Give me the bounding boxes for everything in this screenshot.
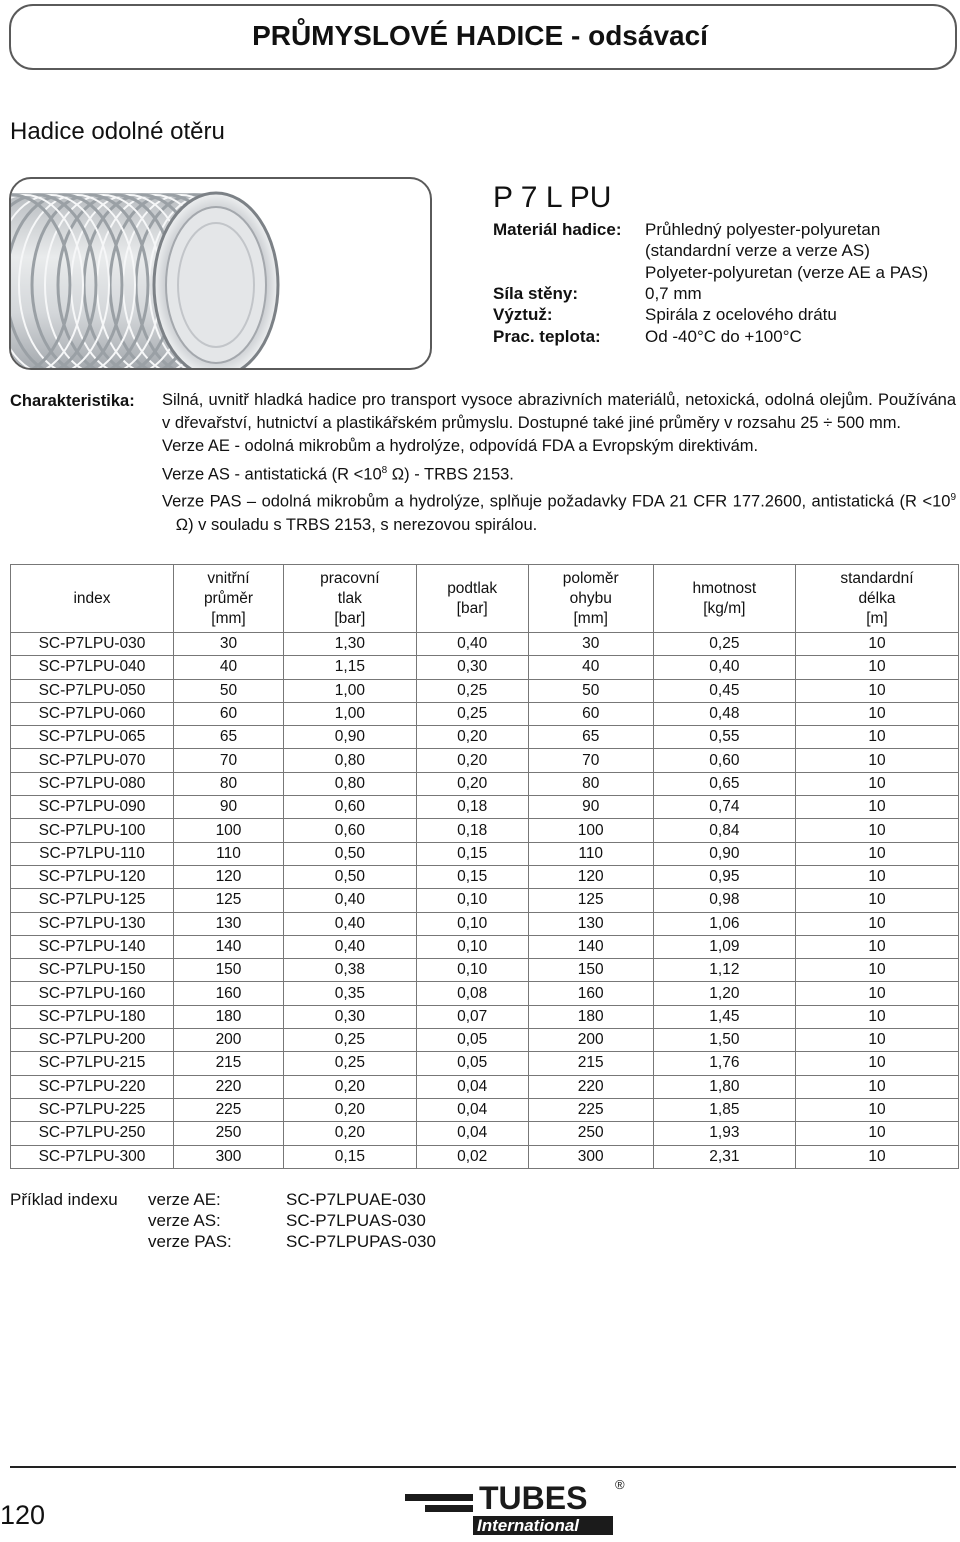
table-cell: 0,05 xyxy=(416,1052,528,1075)
table-row xyxy=(11,819,959,842)
index-cell: SC-P7LPU-180 xyxy=(11,1005,174,1028)
table-cell: 215 xyxy=(528,1052,653,1075)
table-cell: 1,80 xyxy=(653,1075,795,1098)
table-cell: 200 xyxy=(528,1029,653,1052)
table-row xyxy=(11,1098,959,1121)
table-cell: 10 xyxy=(795,772,958,795)
table-cell: 0,10 xyxy=(416,935,528,958)
table-cell: 60 xyxy=(174,702,284,725)
index-cell: SC-P7LPU-070 xyxy=(11,749,174,772)
table-cell: 10 xyxy=(795,1005,958,1028)
characteristics-text xyxy=(162,389,956,537)
table-cell: 110 xyxy=(528,842,653,865)
table-row xyxy=(11,796,959,819)
table-cell: 10 xyxy=(795,679,958,702)
table-cell: 30 xyxy=(174,633,284,656)
table-cell: 0,80 xyxy=(284,772,417,795)
index-cell: SC-P7LPU-120 xyxy=(11,865,174,888)
table-cell: 10 xyxy=(795,702,958,725)
table-cell: 65 xyxy=(174,726,284,749)
index-cell: SC-P7LPU-160 xyxy=(11,982,174,1005)
example-version: verze PAS: xyxy=(148,1232,232,1251)
table-cell: 130 xyxy=(174,912,284,935)
index-cell: SC-P7LPU-250 xyxy=(11,1122,174,1145)
table-cell: 140 xyxy=(528,935,653,958)
table-cell: 0,65 xyxy=(653,772,795,795)
table-cell: 250 xyxy=(528,1122,653,1145)
table-row xyxy=(11,889,959,912)
table-cell: 120 xyxy=(528,865,653,888)
example-label: Příklad indexu xyxy=(10,1190,118,1209)
table-cell: 0,20 xyxy=(416,749,528,772)
table-cell: 0,50 xyxy=(284,842,417,865)
index-cell: SC-P7LPU-200 xyxy=(11,1029,174,1052)
table-cell: 1,00 xyxy=(284,679,417,702)
spec-value: Průhledný polyester-polyuretan xyxy=(645,220,881,239)
table-cell: 60 xyxy=(528,702,653,725)
footer-divider xyxy=(10,1466,956,1468)
column-header: standardní délka [m] xyxy=(795,565,958,633)
table-cell: 0,30 xyxy=(416,656,528,679)
table-cell: 0,10 xyxy=(416,889,528,912)
table-cell: 0,05 xyxy=(416,1029,528,1052)
table-cell: 65 xyxy=(528,726,653,749)
column-header: pracovní tlak [bar] xyxy=(284,565,417,633)
table-cell: 10 xyxy=(795,1122,958,1145)
table-cell: 10 xyxy=(795,982,958,1005)
table-cell: 0,60 xyxy=(653,749,795,772)
table-cell: 130 xyxy=(528,912,653,935)
section-title: Hadice odolné otěru xyxy=(10,118,225,145)
spec-label: Materiál hadice: xyxy=(493,220,622,239)
column-header: hmotnost [kg/m] xyxy=(653,565,795,633)
table-cell: 10 xyxy=(795,726,958,749)
index-cell: SC-P7LPU-080 xyxy=(11,772,174,795)
table-cell: 225 xyxy=(528,1098,653,1121)
table-cell: 70 xyxy=(174,749,284,772)
table-cell: 10 xyxy=(795,1075,958,1098)
index-cell: SC-P7LPU-060 xyxy=(11,702,174,725)
table-cell: 10 xyxy=(795,1098,958,1121)
table-cell: 0,98 xyxy=(653,889,795,912)
table-row xyxy=(11,912,959,935)
version-as-note: Verze AS - antistatická ($R <10^8$ Ω) - TRBS 2153. xyxy=(162,464,514,484)
table-cell: 90 xyxy=(528,796,653,819)
spec-label: Síla stěny: xyxy=(493,283,579,303)
table-cell: 10 xyxy=(795,959,958,982)
table-cell: 0,40 xyxy=(284,912,417,935)
table-row xyxy=(11,959,959,982)
table-row xyxy=(11,865,959,888)
table-cell: 0,04 xyxy=(416,1075,528,1098)
table-cell: 10 xyxy=(795,633,958,656)
table-header-row xyxy=(11,565,959,633)
table-cell: 300 xyxy=(528,1145,653,1168)
table-cell: 0,07 xyxy=(416,1005,528,1028)
table-cell: 0,10 xyxy=(416,959,528,982)
table-cell: 70 xyxy=(528,749,653,772)
table-cell: 1,12 xyxy=(653,959,795,982)
table-cell: 0,45 xyxy=(653,679,795,702)
table-cell: 1,50 xyxy=(653,1029,795,1052)
table-cell: 0,60 xyxy=(284,796,417,819)
characteristics-paragraph: Silná, uvnitř hladká hadice pro transport vysoce abrazivních materiálů, netoxická, odolná olejům. Používána v dřevařství, hutnictví a plastikářském průmyslu. Dostupné také jiné průměry v rozsahu 25 ÷ 500 mm. xyxy=(162,391,956,433)
table-cell: 0,40 xyxy=(284,935,417,958)
table-cell: 180 xyxy=(174,1005,284,1028)
table-cell: 0,25 xyxy=(416,702,528,725)
table-cell: 160 xyxy=(528,982,653,1005)
table-cell: 30 xyxy=(528,633,653,656)
table-cell: 1,06 xyxy=(653,912,795,935)
table-cell: 100 xyxy=(174,819,284,842)
table-cell: 0,20 xyxy=(284,1122,417,1145)
table-cell: 10 xyxy=(795,1145,958,1168)
spec-value: Polyeter-polyuretan (verze AE a PAS) xyxy=(645,262,929,282)
table-cell: 300 xyxy=(174,1145,284,1168)
table-cell: 80 xyxy=(528,772,653,795)
example-code: SC-P7LPUAS-030 xyxy=(286,1211,426,1230)
table-cell: 10 xyxy=(795,935,958,958)
table-cell: 215 xyxy=(174,1052,284,1075)
table-cell: 0,25 xyxy=(653,633,795,656)
table-cell: 10 xyxy=(795,1052,958,1075)
table-cell: 0,20 xyxy=(284,1075,417,1098)
table-cell: 0,15 xyxy=(416,842,528,865)
table-cell: 1,00 xyxy=(284,702,417,725)
table-cell: 125 xyxy=(528,889,653,912)
table-row xyxy=(11,982,959,1005)
version-pas-note: Verze PAS – odolná mikrobům a hydrolýze, splňuje požadavky FDA 21 CFR 177.2600, antistatická ($R <10^9$ Ω) v souladu s TRBS 2153, s nerezovou spirálou. xyxy=(162,492,956,535)
table-cell: 50 xyxy=(174,679,284,702)
table-cell: 1,20 xyxy=(653,982,795,1005)
table-row xyxy=(11,1075,959,1098)
column-header: index xyxy=(11,565,174,633)
index-cell: SC-P7LPU-215 xyxy=(11,1052,174,1075)
table-cell: 160 xyxy=(174,982,284,1005)
spec-value: (standardní verze a verze AS) xyxy=(645,241,870,261)
spec-value: Od -40°C do +100°C xyxy=(645,326,802,346)
table-cell: 225 xyxy=(174,1098,284,1121)
table-cell: 10 xyxy=(795,796,958,819)
column-header: poloměr ohybu [mm] xyxy=(528,565,653,633)
page-title: PRŮMYSLOVÉ HADICE - odsávací xyxy=(252,20,708,51)
index-cell: SC-P7LPU-125 xyxy=(11,889,174,912)
table-cell: 10 xyxy=(795,749,958,772)
table-cell: 1,09 xyxy=(653,935,795,958)
table-cell: 10 xyxy=(795,889,958,912)
table-cell: 90 xyxy=(174,796,284,819)
table-cell: 1,15 xyxy=(284,656,417,679)
table-cell: 0,04 xyxy=(416,1098,528,1121)
table-row xyxy=(11,1145,959,1168)
table-cell: 0,60 xyxy=(284,819,417,842)
table-cell: 150 xyxy=(174,959,284,982)
table-cell: 0,20 xyxy=(284,1098,417,1121)
table-cell: 0,08 xyxy=(416,982,528,1005)
table-cell: 100 xyxy=(528,819,653,842)
table-cell: 1,76 xyxy=(653,1052,795,1075)
table-cell: 10 xyxy=(795,1029,958,1052)
table-cell: 0,20 xyxy=(416,772,528,795)
index-cell: SC-P7LPU-030 xyxy=(11,633,174,656)
table-cell: 0,20 xyxy=(416,726,528,749)
table-cell: 0,15 xyxy=(416,865,528,888)
index-cell: SC-P7LPU-100 xyxy=(11,819,174,842)
product-name: P 7 L PU xyxy=(493,181,612,214)
table-cell: 0,15 xyxy=(284,1145,417,1168)
table-row xyxy=(11,1122,959,1145)
table-cell: 140 xyxy=(174,935,284,958)
example-version: verze AS: xyxy=(148,1211,221,1230)
table-cell: 40 xyxy=(528,656,653,679)
index-cell: SC-P7LPU-220 xyxy=(11,1075,174,1098)
table-row xyxy=(11,633,959,656)
table-cell: 1,30 xyxy=(284,633,417,656)
table-cell: 1,45 xyxy=(653,1005,795,1028)
table-cell: 0,80 xyxy=(284,749,417,772)
table-cell: 110 xyxy=(174,842,284,865)
table-cell: 50 xyxy=(528,679,653,702)
table-row xyxy=(11,842,959,865)
table-row xyxy=(11,1005,959,1028)
table-cell: 250 xyxy=(174,1122,284,1145)
version-ae-note: Verze AE - odolná mikrobům a hydrolýze, odpovídá FDA a Evropským direktivám. xyxy=(162,437,759,456)
column-header: podtlak [bar] xyxy=(416,565,528,633)
table-row xyxy=(11,772,959,795)
table-cell: 0,48 xyxy=(653,702,795,725)
table-row xyxy=(11,656,959,679)
table-cell: 220 xyxy=(174,1075,284,1098)
table-cell: 1,93 xyxy=(653,1122,795,1145)
svg-text:®: ® xyxy=(615,1477,625,1492)
index-cell: SC-P7LPU-225 xyxy=(11,1098,174,1121)
table-cell: 0,50 xyxy=(284,865,417,888)
product-image-frame xyxy=(9,177,432,370)
index-cell: SC-P7LPU-040 xyxy=(11,656,174,679)
spec-label: Prac. teplota: xyxy=(493,326,601,346)
table-cell: 0,04 xyxy=(416,1122,528,1145)
svg-text:International: International xyxy=(477,1516,580,1535)
table-row xyxy=(11,1029,959,1052)
index-cell: SC-P7LPU-090 xyxy=(11,796,174,819)
spec-label: Výztuž: xyxy=(493,305,553,325)
hose-illustration xyxy=(11,179,432,370)
table-row xyxy=(11,1052,959,1075)
characteristics-label: Charakteristika: xyxy=(10,392,135,410)
index-cell: SC-P7LPU-050 xyxy=(11,679,174,702)
table-cell: 80 xyxy=(174,772,284,795)
spec-value: 0,7 mm xyxy=(645,283,702,303)
table-cell: 0,55 xyxy=(653,726,795,749)
table-cell: 220 xyxy=(528,1075,653,1098)
table-cell: 10 xyxy=(795,819,958,842)
table-cell: 10 xyxy=(795,842,958,865)
table-cell: 125 xyxy=(174,889,284,912)
table-cell: 0,35 xyxy=(284,982,417,1005)
table-row xyxy=(11,702,959,725)
tubes-logo xyxy=(405,1477,645,1542)
table-cell: 0,38 xyxy=(284,959,417,982)
table-row xyxy=(11,679,959,702)
table-cell: 180 xyxy=(528,1005,653,1028)
table-row xyxy=(11,749,959,772)
table-cell: 0,95 xyxy=(653,865,795,888)
table-cell: 0,40 xyxy=(653,656,795,679)
example-version: verze AE: xyxy=(148,1190,221,1209)
table-cell: 1,85 xyxy=(653,1098,795,1121)
example-code: SC-P7LPUPAS-030 xyxy=(286,1232,436,1251)
example-code: SC-P7LPUAE-030 xyxy=(286,1190,426,1209)
index-cell: SC-P7LPU-140 xyxy=(11,935,174,958)
table-cell: 0,18 xyxy=(416,819,528,842)
table-cell: 0,25 xyxy=(284,1029,417,1052)
svg-text:TUBES: TUBES xyxy=(479,1480,588,1516)
table-cell: 150 xyxy=(528,959,653,982)
table-cell: 0,90 xyxy=(653,842,795,865)
index-cell: SC-P7LPU-065 xyxy=(11,726,174,749)
index-cell: SC-P7LPU-300 xyxy=(11,1145,174,1168)
column-header: vnitřní průměr [mm] xyxy=(174,565,284,633)
table-cell: 0,84 xyxy=(653,819,795,842)
table-cell: 0,10 xyxy=(416,912,528,935)
table-cell: 0,90 xyxy=(284,726,417,749)
table-cell: 10 xyxy=(795,912,958,935)
table-cell: 0,30 xyxy=(284,1005,417,1028)
index-cell: SC-P7LPU-150 xyxy=(11,959,174,982)
table-cell: 0,18 xyxy=(416,796,528,819)
index-cell: SC-P7LPU-130 xyxy=(11,912,174,935)
table-cell: 200 xyxy=(174,1029,284,1052)
table-cell: 0,25 xyxy=(416,679,528,702)
table-cell: 10 xyxy=(795,656,958,679)
table-row xyxy=(11,726,959,749)
table-cell: 0,40 xyxy=(416,633,528,656)
table-row xyxy=(11,935,959,958)
spec-value: Spirála z ocelového drátu xyxy=(645,305,837,325)
table-cell: 0,74 xyxy=(653,796,795,819)
table-cell: 2,31 xyxy=(653,1145,795,1168)
table-cell: 10 xyxy=(795,865,958,888)
specification-table xyxy=(10,564,959,1169)
table-cell: 120 xyxy=(174,865,284,888)
table-cell: 0,25 xyxy=(284,1052,417,1075)
page-number: 120 xyxy=(0,1500,46,1530)
index-cell: SC-P7LPU-110 xyxy=(11,842,174,865)
table-cell: 40 xyxy=(174,656,284,679)
table-cell: 0,40 xyxy=(284,889,417,912)
table-cell: 0,02 xyxy=(416,1145,528,1168)
